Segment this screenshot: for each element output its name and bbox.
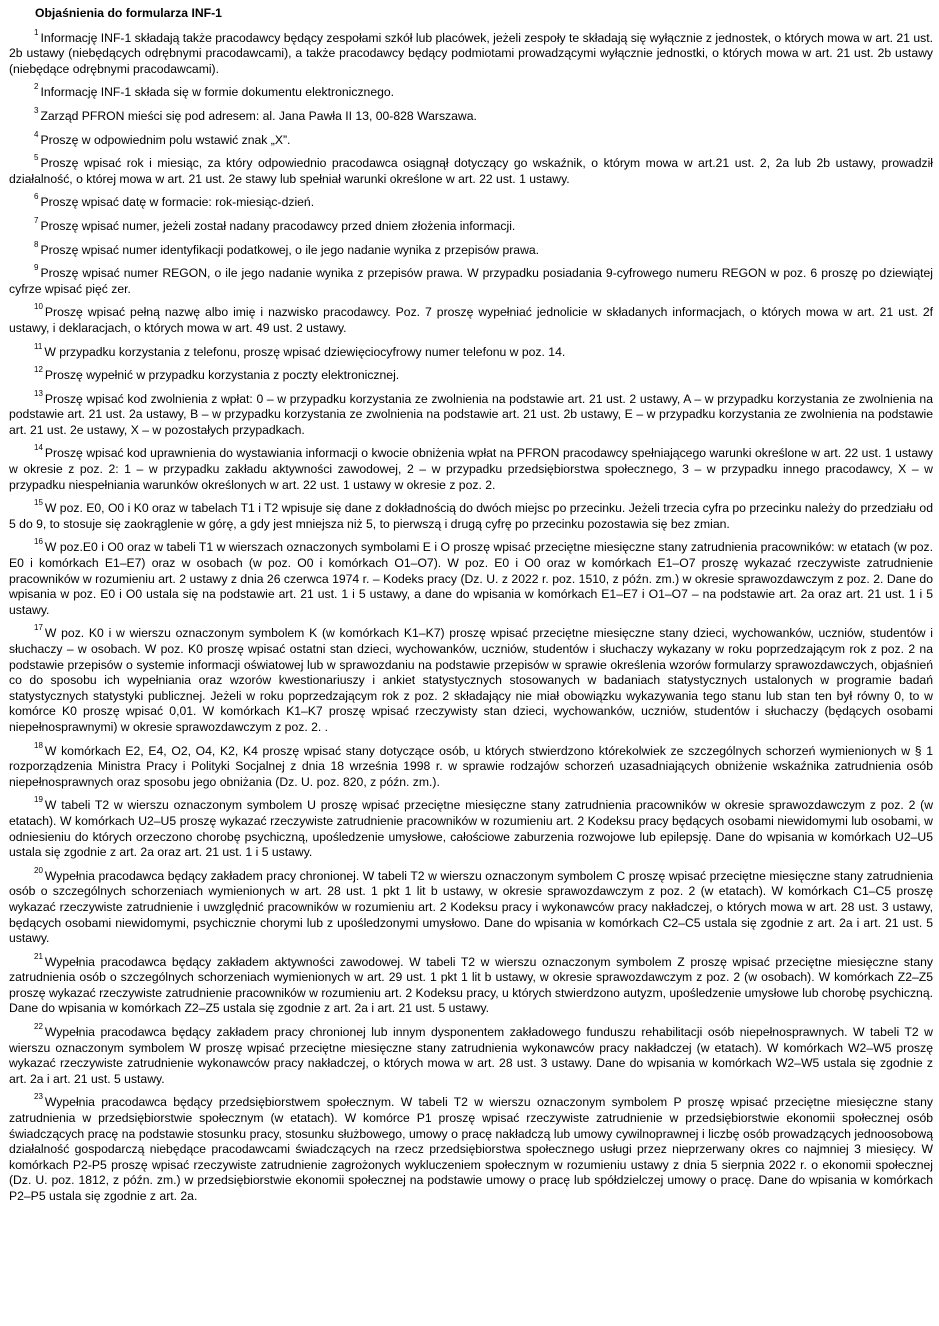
- footnote-number: 6: [34, 192, 39, 202]
- footnote-19: [9, 795, 933, 860]
- footnote-3: [9, 105, 933, 125]
- footnote-8: [9, 239, 933, 259]
- footnote-text: W komórkach E2, E4, O2, O4, K2, K4 proszę wpisać stany dotyczące osób, u których stwierdzono którekolwiek ze szczególnych schorzeń wymienionych w § 1 rozporządzenia Ministra Pracy i Polityki Socjalnej z dnia 18 września 1998 r. w sprawie rodzajów schorzeń uzasadniających obniżenie wskaźnika zatrudnienia osób niepełnosprawnych oraz sposobu jego obniżania (Dz. U. poz. 820, z późn. zm.).: [9, 743, 933, 789]
- footnote-17: [9, 623, 933, 735]
- footnote-text: W przypadku korzystania z telefonu, proszę wpisać dziewięciocyfrowy numer telefonu w poz. 14.: [44, 344, 566, 359]
- footnote-15: [9, 498, 933, 532]
- footnote-number: 3: [34, 105, 39, 115]
- footnote-1: [9, 27, 933, 78]
- footnote-2: [9, 82, 933, 101]
- footnote-text: Wypełnia pracodawca będący zakładem pracy chronionej lub innym dysponentem zakładowego funduszu rehabilitacji osób niepełnosprawnych. W tabeli T2 w wierszu oznaczonym symbolem W proszę wpisać przeciętne miesięczne stany zatrudnienia wykonawców pracy nakładczej (w etatach). W komórkach W2–W5 proszę wykazać rzeczywiste zatrudnienie wykonawców pracy nakładczej, o których mowa w art. 28 ust. 3 ustawy. Dane do wpisania w komórkach W2–W5 ustala się zgodnie z art. 2a i art. 21 ust. 5 ustawy.: [9, 1025, 933, 1086]
- footnote-6: [9, 192, 933, 211]
- footnote-text: W poz.E0 i O0 oraz w tabeli T1 w wierszach oznaczonych symbolami E i O proszę wpisać przeciętne miesięczne stany zatrudnienia pracowników: w etatach (w poz. E0 i komórkach E1–E7) oraz w osobach (w poz. O0 i komórkach O1–O7). W poz. E0 i O0 oraz w komórkach E1–O7 proszę wykazać rzeczywiste zatrudnienie pracowników w rozumieniu art. 2 ustawy z dnia 26 czerwca 1974 r. – Kodeks pracy (Dz. U. z 2022 r. poz. 1510, z późn. zm.) w okresie sprawozdawczym z poz. 2. Dane do wpisania w poz. E0 i O0 ustala się na podstawie art. 21 ust. 1 i 5 ustawy, a dane do wpisania w komórkach E1–E7 i O1–O7 – na podstawie art. 2a oraz art. 21 ust. 1 i 5 ustawy.: [9, 540, 933, 617]
- footnote-16: [9, 537, 933, 618]
- footnote-text: Proszę wpisać kod uprawnienia do wystawiania informacji o kwocie obniżenia wpłat na PFRON pracodawcy spełniającego warunki określone w art. 22 ust. 1 ustawy w okresie z poz. 2: 1 – w przypadku zakładu aktywności zawodowej, 2 – w przypadku przedsiębiorstwa społecznego, 3 – w przypadku innego pracodawcy, X – w przypadku niespełniania warunków określonych w art. 22 ust. 1 ustawy w okresie z poz. 2.: [9, 446, 933, 492]
- footnote-text: Proszę wpisać kod zwolnienia z wpłat: 0 – w przypadku korzystania ze zwolnienia na podstawie art. 21 ust. 2 ustawy, A – w przypadku korzystania ze zwolnienia na podstawie art. 21 ust. 2a ustawy, B – w przypadku korzystania ze zwolnienia na podstawie art. 21 ust. 2b ustawy, E – w przypadku korzystania ze zwolnienia na podstawie art. 21 ust. 2e ustawy, X – w pozostałych przypadkach.: [9, 391, 933, 437]
- footnote-12: [9, 365, 933, 384]
- footnote-number: 9: [34, 263, 39, 273]
- footnote-text: Proszę wpisać datę w formacie: rok-miesiąc-dzień.: [40, 195, 315, 210]
- footnote-text: Wypełnia pracodawca będący zakładem pracy chronionej. W tabeli T2 w wierszu oznaczonym symbolem C proszę wpisać przeciętne miesięczne stany zatrudnienia osób o szczególnych schorzeniach wymienionych w art. 28 ust. 1 pkt 1 lit b ustawy, w okresie sprawozdawczym z poz. 2 (w etatach). W komórkach C1–C5 proszę wykazać rzeczywiste zatrudnienie i uwzględnić pracowników w rozumieniu art. 2 Kodeksu pracy i wykonawców pracy nakładczej, o których mowa w art. 28 ust. 3 ustawy, będących osobami niewidomymi, psychicznie chorymi lub z upośledzonymi umysłowo. Dane do wpisania w komórkach C2–C5 ustala się zgodnie z art. 2a i art. 21 ust. 5 ustawy.: [9, 868, 933, 946]
- footnote-text: Proszę w odpowiednim polu wstawić znak „X”.: [40, 132, 291, 147]
- footnote-text: Proszę wpisać rok i miesiąc, za który odpowiednio pracodawca osiągnął dotyczący go wskaźnik, o którym mowa w art.21 ust. 2, 2a lub 2b ustawy, prowadził działalność, o której mowa w art. 21 ust. 2e stawy lub spełniał warunki określone w art. 22 ust. 1 ustawy.: [9, 156, 933, 186]
- footnote-number: 20: [34, 865, 43, 875]
- footnote-number: 4: [34, 129, 39, 139]
- document-title: Objaśnienia do formularza INF-1: [35, 6, 222, 20]
- footnote-text: Informację INF-1 składają także pracodawcy będący zespołami szkół lub placówek, jeżeli zespoły te składają się wyłącznie z jednostek, o których mowa w art. 21 ust. 2b ustawy (niebędących odrębnymi pracodawcami), a także pracodawcy będący podmiotami prowadzącymi wyłącznie jednostki, o których mowa w art. 21 ust. 2b ustawy (niebędące odrębnymi pracodawcami).: [9, 30, 933, 76]
- footnote-text: W tabeli T2 w wierszu oznaczonym symbolem U proszę wpisać przeciętne miesięczne stany zatrudnienia pracowników w okresie sprawozdawczym z poz. 2 (w etatach). W komórkach U2–U5 proszę wykazać rzeczywiste zatrudnienie pracowników w rozumieniu art. 2 Kodeksu pracy będących osobami niewidomymi lub osobami, w odniesieniu do których orzeczono chorobę psychiczną, upośledzenie umysłowe, całościowe zaburzenia rozwojowe lub epilepsję. Dane do wpisania w komórkach U2–U5 ustala się zgodnie z art. 2a oraz art. 21 ust. 1 i 5 ustawy.: [9, 798, 933, 860]
- footnote-11: [9, 341, 933, 361]
- footnote-number: 16: [34, 537, 43, 547]
- footnote-number: 1: [34, 27, 39, 37]
- footnote-7: [9, 215, 933, 235]
- footnote-4: [9, 129, 933, 149]
- footnote-number: 23: [34, 1092, 43, 1102]
- footnote-20: [9, 865, 933, 947]
- footnote-22: [9, 1022, 933, 1087]
- footnote-text: Wypełnia pracodawca będący zakładem aktywności zawodowej. W tabeli T2 w wierszu oznaczonym symbolem Z proszę wpisać przeciętne miesięczne stany zatrudnienia osób o szczególnych schorzeniach wymienionych w art. 29 ust. 1 pkt 1 lit b ustawy, w okresie sprawozdawczym z poz. 2 (w osobach). W komórkach Z2–Z5 proszę wykazać rzeczywiste zatrudnienie pracowników w rozumieniu art. 2 Kodeksu pracy, u których stwierdzono autyzm, upośledzenie umysłowe lub chorobę psychiczną. Dane do wpisania w komórkach Z2–Z5 ustala się zgodnie z art. 2a i art. 21 ust. 5 ustawy.: [9, 954, 933, 1016]
- footnote-number: 22: [34, 1022, 43, 1032]
- footnote-number: 17: [34, 623, 43, 633]
- footnote-number: 8: [34, 239, 39, 249]
- footnote-text: Informację INF-1 składa się w formie dokumentu elektronicznego.: [40, 85, 395, 100]
- footnote-10: [9, 302, 933, 336]
- footnote-number: 5: [34, 153, 39, 163]
- footnote-text: W poz. K0 i w wierszu oznaczonym symbolem K (w komórkach K1–K7) proszę wpisać przeciętne miesięczne stany dzieci, wychowanków, uczniów, studentów i słuchaczy – w osobach. W poz. K0 proszę wpisać ostatni stan dzieci, wychowanków, uczniów, studentów i słuchaczy wykazany w roku poprzedzającym rok z poz. 2 na podstawie przepisów o systemie informacji oświatowej lub w sprawozdaniu na podstawie przepisów w sprawie określenia wzorów formularzy sprawozdawczych, objaśnień co do sposobu ich wypełniania oraz wzorów kwestionariuszy i ankiet statystycznych stosowanych w badaniach statystycznych ustalonych w programie badań statystycznych statystyki publicznej. Jeżeli w roku poprzedzającym rok z poz. 2 składający nie miał obowiązku wykazywania tego stanu lub stan ten był równy 0, to w komórce K0 proszę wpisać 0,01. W komórkach K1–K7 proszę wpisać rzeczywisty stan dzieci, wychowanków, uczniów, studentów i słuchaczy (będących osobami niepełnosprawnymi) w okresie sprawozdawczym z poz. 2. .: [9, 626, 933, 734]
- footnote-text: Proszę wpisać numer REGON, o ile jego nadanie wynika z przepisów prawa. W przypadku posiadania 9-cyfrowego numeru REGON w poz. 6 proszę po dziewiątej cyfrze wpisać pięć zer.: [9, 266, 933, 296]
- footnote-21: [9, 951, 933, 1017]
- footnote-number: 15: [34, 498, 43, 508]
- footnote-5: [9, 153, 933, 187]
- footnote-number: 11: [34, 341, 43, 351]
- footnote-text: Proszę wpisać pełną nazwę albo imię i nazwisko pracodawcy. Poz. 7 proszę wypełniać jednolicie w składanych informacjach, o których mowa w art. 21 ust. 2f ustawy, i deklaracjach, o których mowa w art. 49 ust. 2 ustawy.: [9, 305, 933, 335]
- footnote-text: W poz. E0, O0 i K0 oraz w tabelach T1 i T2 wpisuje się dane z dokładnością do dwóch miejsc po przecinku. Jeżeli trzecia cyfra po przecinku należy do przedziału od 5 do 9, to stosuje się zaokrąglenie w górę, a gdy jest mniejsza niż 5, to pierwszą i drugą cyfrę po przecinku pozostawia się bez zmian.: [9, 501, 933, 531]
- footnote-text: Zarząd PFRON mieści się pod adresem: al. Jana Pawła II 13, 00-828 Warszawa.: [40, 108, 477, 123]
- footnote-number: 2: [34, 82, 39, 92]
- footnote-9: [9, 263, 933, 297]
- footnote-text: Proszę wpisać numer, jeżeli został nadany pracodawcy przed dniem złożenia informacji.: [40, 218, 516, 233]
- footnote-number: 14: [34, 443, 43, 453]
- footnote-number: 13: [34, 388, 43, 398]
- footnote-14: [9, 443, 933, 493]
- footnote-13: [9, 388, 933, 439]
- document-page: [9, 6, 933, 1213]
- footnote-number: 10: [34, 302, 43, 312]
- footnotes-list: [9, 27, 933, 1205]
- footnote-text: Wypełnia pracodawca będący przedsiębiorstwem społecznym. W tabeli T2 w wierszu oznaczonym symbolem P proszę wpisać przeciętne miesięczne stany zatrudnienia w przedsiębiorstwie społecznym (w etatach). W komórce P1 proszę wpisać rzeczywiste zatrudnienie w przedsiębiorstwie ekonomii społecznej osób świadczących pracę na podstawie stosunku pracy, stosunku służbowego, umowy o pracę nakładczą lub umowy cywilnoprawnej i liczbę osób prowadzących jednoosobową działalność gospodarczą niebędące pracodawcami świadczących na rzecz przedsiębiorstwa społecznego usługi przez nieprzerwany okres co najmniej 3 miesięcy. W komórkach P2-P5 proszę wpisać rzeczywiste zatrudnienie zagrożonych wykluczeniem społecznym w rozumieniu ustawy z dnia 5 sierpnia 2022 r. o ekonomii społecznej (Dz. U. poz. 1812, z późn. zm.) w przedsiębiorstwie ekonomii społecznej na podstawie umowy o pracę lub spółdzielczej umowy o pracę. Dane do wpisania w komórkach P2–P5 ustala się zgodnie z art. 2a.: [9, 1095, 933, 1203]
- footnote-number: 21: [34, 951, 43, 961]
- footnote-text: Proszę wpisać numer identyfikacji podatkowej, o ile jego nadanie wynika z przepisów prawa.: [40, 242, 540, 257]
- footnote-number: 12: [34, 365, 43, 375]
- footnote-number: 19: [34, 795, 43, 805]
- footnote-text: Proszę wypełnić w przypadku korzystania z poczty elektronicznej.: [44, 368, 400, 383]
- footnote-23: [9, 1092, 933, 1204]
- footnote-number: 7: [34, 215, 39, 225]
- footnote-number: 18: [34, 740, 43, 750]
- footnote-18: [9, 740, 933, 791]
